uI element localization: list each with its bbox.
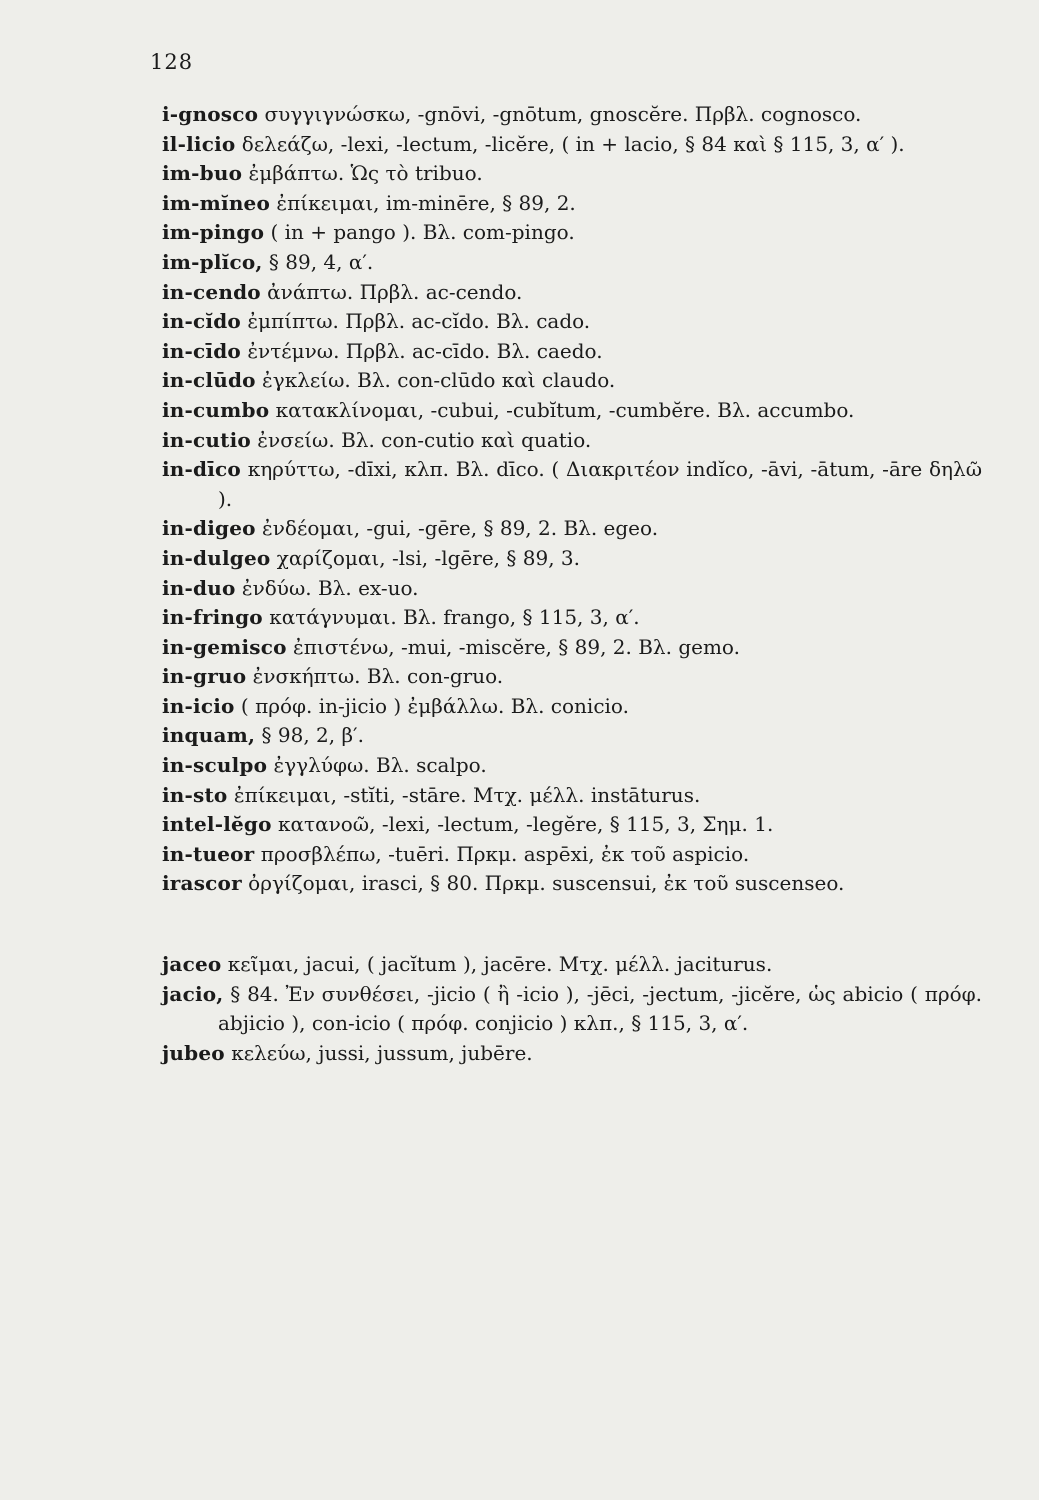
page-number: 128	[150, 50, 194, 74]
entry-headword: in-cĭdo	[162, 309, 241, 334]
entry-definition: κατάγνυμαι. Βλ. frango, § 115, 3, α′.	[269, 605, 640, 630]
entry-definition: ἐνσκήπτω. Βλ. con-gruo.	[252, 664, 504, 689]
entry-headword: irascor	[162, 871, 242, 896]
dictionary-entry	[162, 514, 982, 544]
dictionary-entry	[162, 869, 982, 899]
entry-definition: ἐνδύω. Βλ. ex-uo.	[241, 575, 419, 600]
entry-definition: χαρίζομαι, -lsi, -lgēre, § 89, 3.	[276, 545, 580, 570]
dictionary-entry	[162, 721, 982, 751]
entry-definition: κατανοῶ, -lexi, -lectum, -legĕre, § 115, 3, Σημ. 1.	[278, 812, 774, 837]
entry-definition: προσβλέπω, -tuēri. Πρκμ. aspēxi, ἐκ τοῦ aspicio.	[260, 841, 750, 866]
dictionary-entry	[162, 248, 982, 278]
dictionary-entry	[162, 278, 982, 308]
entry-headword: in-sculpo	[162, 753, 268, 778]
entry-headword: in-dīco	[162, 457, 241, 482]
entry-headword: in-icio	[162, 693, 235, 718]
entry-headword: in-clūdo	[162, 368, 256, 393]
entry-definition: ἐμβάπτω. Ὡς τὸ tribuo.	[248, 161, 483, 186]
entry-headword: im-mĭneo	[162, 190, 271, 215]
entry-headword: in-cumbo	[162, 397, 270, 422]
entry-definition: ἐπιστένω, -mui, -miscĕre, § 89, 2. Βλ. gemo.	[293, 634, 740, 659]
section-j	[162, 950, 982, 1068]
dictionary-entry	[162, 633, 982, 663]
dictionary-entry	[162, 455, 982, 514]
entry-headword: in-cīdo	[162, 338, 241, 363]
entry-definition: δελεάζω, -lexi, -lectum, -licĕre, ( in + lacio, § 84 καὶ § 115, 3, α′ ).	[241, 131, 905, 156]
entries-list	[162, 100, 982, 1068]
dictionary-entry	[162, 980, 982, 1039]
section-i	[162, 100, 982, 899]
entry-headword: il-licio	[162, 131, 236, 156]
entry-definition: ἐντέμνω. Πρβλ. ac-cīdo. Βλ. caedo.	[247, 338, 603, 363]
entry-headword: in-gemisco	[162, 634, 287, 659]
entry-definition: § 89, 4, α′.	[268, 249, 374, 274]
dictionary-entry	[162, 544, 982, 574]
entry-definition: ὀργίζομαι, irasci, § 80. Πρκμ. suscensui, ἐκ τοῦ suscenseo.	[248, 871, 845, 896]
dictionary-entry	[162, 337, 982, 367]
entry-definition: κελεύω, jussi, jussum, jubēre.	[231, 1040, 533, 1065]
entry-definition: ἀνάπτω. Πρβλ. ac-cendo.	[267, 279, 523, 304]
entry-headword: im-plĭco,	[162, 249, 263, 274]
dictionary-entry	[162, 159, 982, 189]
entry-definition: ἐμπίπτω. Πρβλ. ac-cĭdo. Βλ. cado.	[247, 309, 591, 334]
dictionary-entry	[162, 574, 982, 604]
entry-definition: ἐνσείω. Βλ. con-cutio καὶ quatio.	[257, 427, 592, 452]
entry-headword: in-tueor	[162, 841, 255, 866]
dictionary-entry	[162, 426, 982, 456]
entry-headword: im-buo	[162, 161, 243, 186]
dictionary-entry	[162, 692, 982, 722]
entry-definition: ἐνδέομαι, -gui, -gēre, § 89, 2. Βλ. egeo.	[262, 516, 659, 541]
entry-headword: jaceo	[162, 952, 222, 977]
dictionary-entry	[162, 396, 982, 426]
entry-headword: i-gnosco	[162, 102, 259, 126]
entry-definition: ἐπίκειμαι, im-minēre, § 89, 2.	[276, 190, 576, 215]
entry-definition: § 84. Ἐν συνθέσει, -jicio ( ἢ -icio ), -jēci, -jectum, -jicĕre, ὡς abicio ( πρόφ. abjicio ), con-icio ( πρόφ. conjicio ) κλπ., § 115, 3, α′.	[218, 981, 982, 1036]
entry-headword: intel-lĕgo	[162, 812, 272, 837]
entry-headword: in-sto	[162, 782, 228, 807]
dictionary-entry	[162, 366, 982, 396]
dictionary-entry	[162, 950, 982, 980]
entry-headword: in-gruo	[162, 664, 247, 689]
dictionary-entry	[162, 603, 982, 633]
dictionary-entry	[162, 218, 982, 248]
dictionary-entry	[162, 189, 982, 219]
section-gap	[162, 899, 982, 950]
entry-headword: jacio,	[162, 981, 224, 1006]
entry-definition: κηρύττω, -dīxi, κλπ. Βλ. dīco. ( Διακριτέον indĭco, -āvi, -ātum, -āre δηλῶ ).	[218, 457, 983, 511]
entry-headword: in-duo	[162, 575, 236, 600]
entry-definition: συγγιγνώσκω, -gnōvi, -gnōtum, gnoscĕre. Πρβλ. cognosco.	[264, 102, 862, 126]
dictionary-entry	[162, 100, 982, 130]
entry-definition: κατακλίνομαι, -cubui, -cubĭtum, -cumbĕre. Βλ. accumbo.	[275, 397, 855, 422]
dictionary-entry	[162, 810, 982, 840]
dictionary-entry	[162, 130, 982, 160]
dictionary-entry	[162, 781, 982, 811]
entry-definition: ( in + pango ). Βλ. com-pingo.	[270, 220, 575, 245]
entry-headword: in-cendo	[162, 279, 261, 304]
entry-headword: inquam,	[162, 723, 256, 748]
entry-definition: ἐπίκειμαι, -stĭti, -stāre. Μτχ. μέλλ. instāturus.	[233, 782, 701, 807]
entry-definition: ( πρόφ. in-jicio ) ἐμβάλλω. Βλ. conicio.	[240, 693, 629, 718]
entry-definition: ἐγκλείω. Βλ. con-clūdo καὶ claudo.	[262, 368, 616, 393]
dictionary-entry	[162, 840, 982, 870]
dictionary-entry	[162, 751, 982, 781]
entry-definition: § 98, 2, β′.	[261, 723, 364, 748]
entry-definition: κεῖμαι, jacui, ( jacĭtum ), jacēre. Μτχ. μέλλ. jaciturus.	[227, 952, 773, 977]
dictionary-entry	[162, 1039, 982, 1069]
entry-headword: in-fringo	[162, 605, 263, 630]
dictionary-entry	[162, 662, 982, 692]
entry-headword: im-pingo	[162, 220, 265, 245]
entry-headword: in-dulgeo	[162, 545, 271, 570]
entry-definition: ἐγγλύφω. Βλ. scalpo.	[273, 753, 487, 778]
entry-headword: in-cutio	[162, 427, 251, 452]
dictionary-entry	[162, 307, 982, 337]
entry-headword: jubeo	[162, 1040, 225, 1065]
entry-headword: in-digeo	[162, 516, 256, 541]
